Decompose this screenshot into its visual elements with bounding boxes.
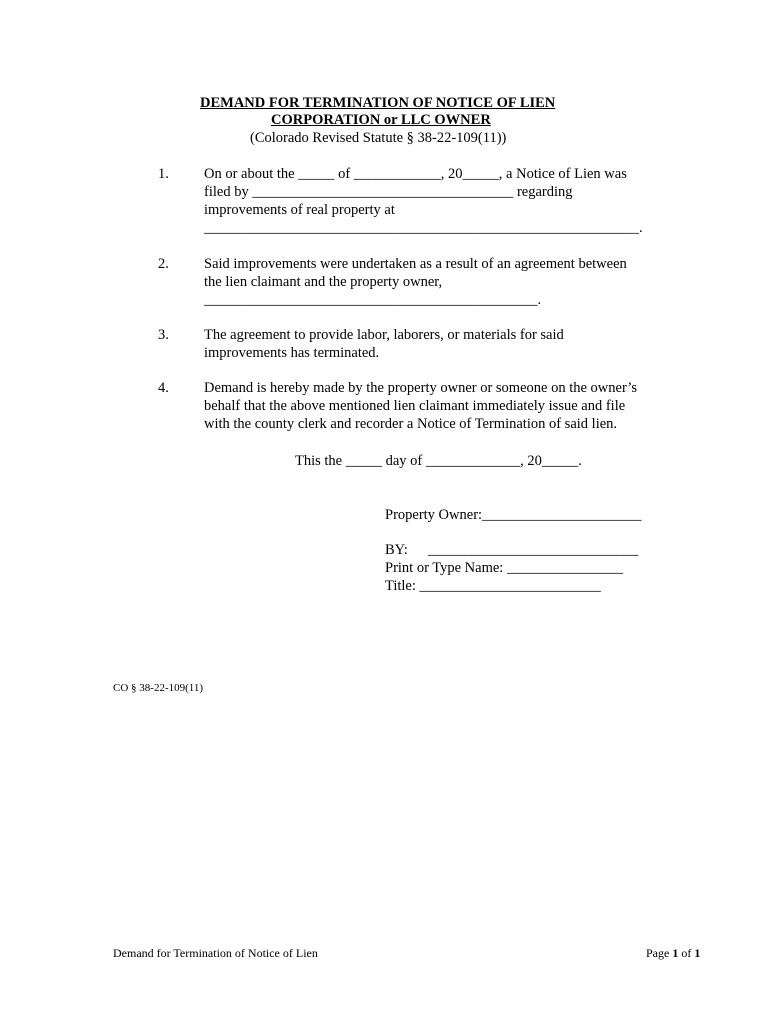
- item-2-text: [204, 255, 627, 309]
- document-title-line2: CORPORATION or LLC OWNER: [271, 112, 491, 128]
- by-label: BY:: [385, 542, 408, 558]
- item-2-line: Said improvements were undertaken as a result of an agreement between: [204, 256, 627, 272]
- print-name-line: Print or Type Name: ________________: [385, 560, 623, 576]
- date-line: This the _____ day of _____________, 20_____.: [295, 453, 582, 469]
- footer-title: Demand for Termination of Notice of Lien: [113, 946, 318, 960]
- item-1-line: ____________________________________________________________.: [204, 220, 643, 236]
- item-1-line: improvements of real property at: [204, 202, 395, 218]
- statute-reference: (Colorado Revised Statute § 38-22-109(11)): [250, 130, 507, 146]
- item-4-line: Demand is hereby made by the property owner or someone on the owner’s: [204, 380, 637, 396]
- page-total: 1: [694, 946, 701, 960]
- item-2-number: 2.: [158, 256, 169, 272]
- title-line: Title: _________________________: [385, 578, 601, 594]
- item-2-line: ______________________________________________.: [204, 292, 542, 308]
- item-3-line: improvements has terminated.: [204, 345, 380, 361]
- by-signature-line: _____________________________: [428, 542, 639, 558]
- item-3-text: [204, 326, 564, 362]
- item-4-line: with the county clerk and recorder a Notice of Termination of said lien.: [204, 416, 618, 432]
- document-title-line1: DEMAND FOR TERMINATION OF NOTICE OF LIEN: [200, 95, 556, 111]
- item-4-text: [204, 379, 637, 433]
- item-3-number: 3.: [158, 327, 169, 343]
- item-2-line: the lien claimant and the property owner,: [204, 274, 443, 290]
- item-1-line: filed by ____________________________________ regarding: [204, 184, 573, 200]
- form-code: CO § 38-22-109(11): [113, 682, 204, 694]
- page-of: of: [678, 946, 695, 960]
- item-4-number: 4.: [158, 380, 169, 396]
- property-owner-line: Property Owner:______________________: [385, 507, 642, 523]
- item-3-line: The agreement to provide labor, laborers, or materials for said: [204, 327, 564, 343]
- item-4-line: behalf that the above mentioned lien claimant immediately issue and file: [204, 398, 626, 414]
- page-label: Page: [646, 946, 673, 960]
- item-1-number: 1.: [158, 166, 169, 182]
- item-1-line: On or about the _____ of ____________, 20_____, a Notice of Lien was: [204, 166, 627, 182]
- item-1-text: [204, 165, 643, 237]
- page-current: 1: [672, 946, 679, 960]
- page-number: [646, 946, 700, 961]
